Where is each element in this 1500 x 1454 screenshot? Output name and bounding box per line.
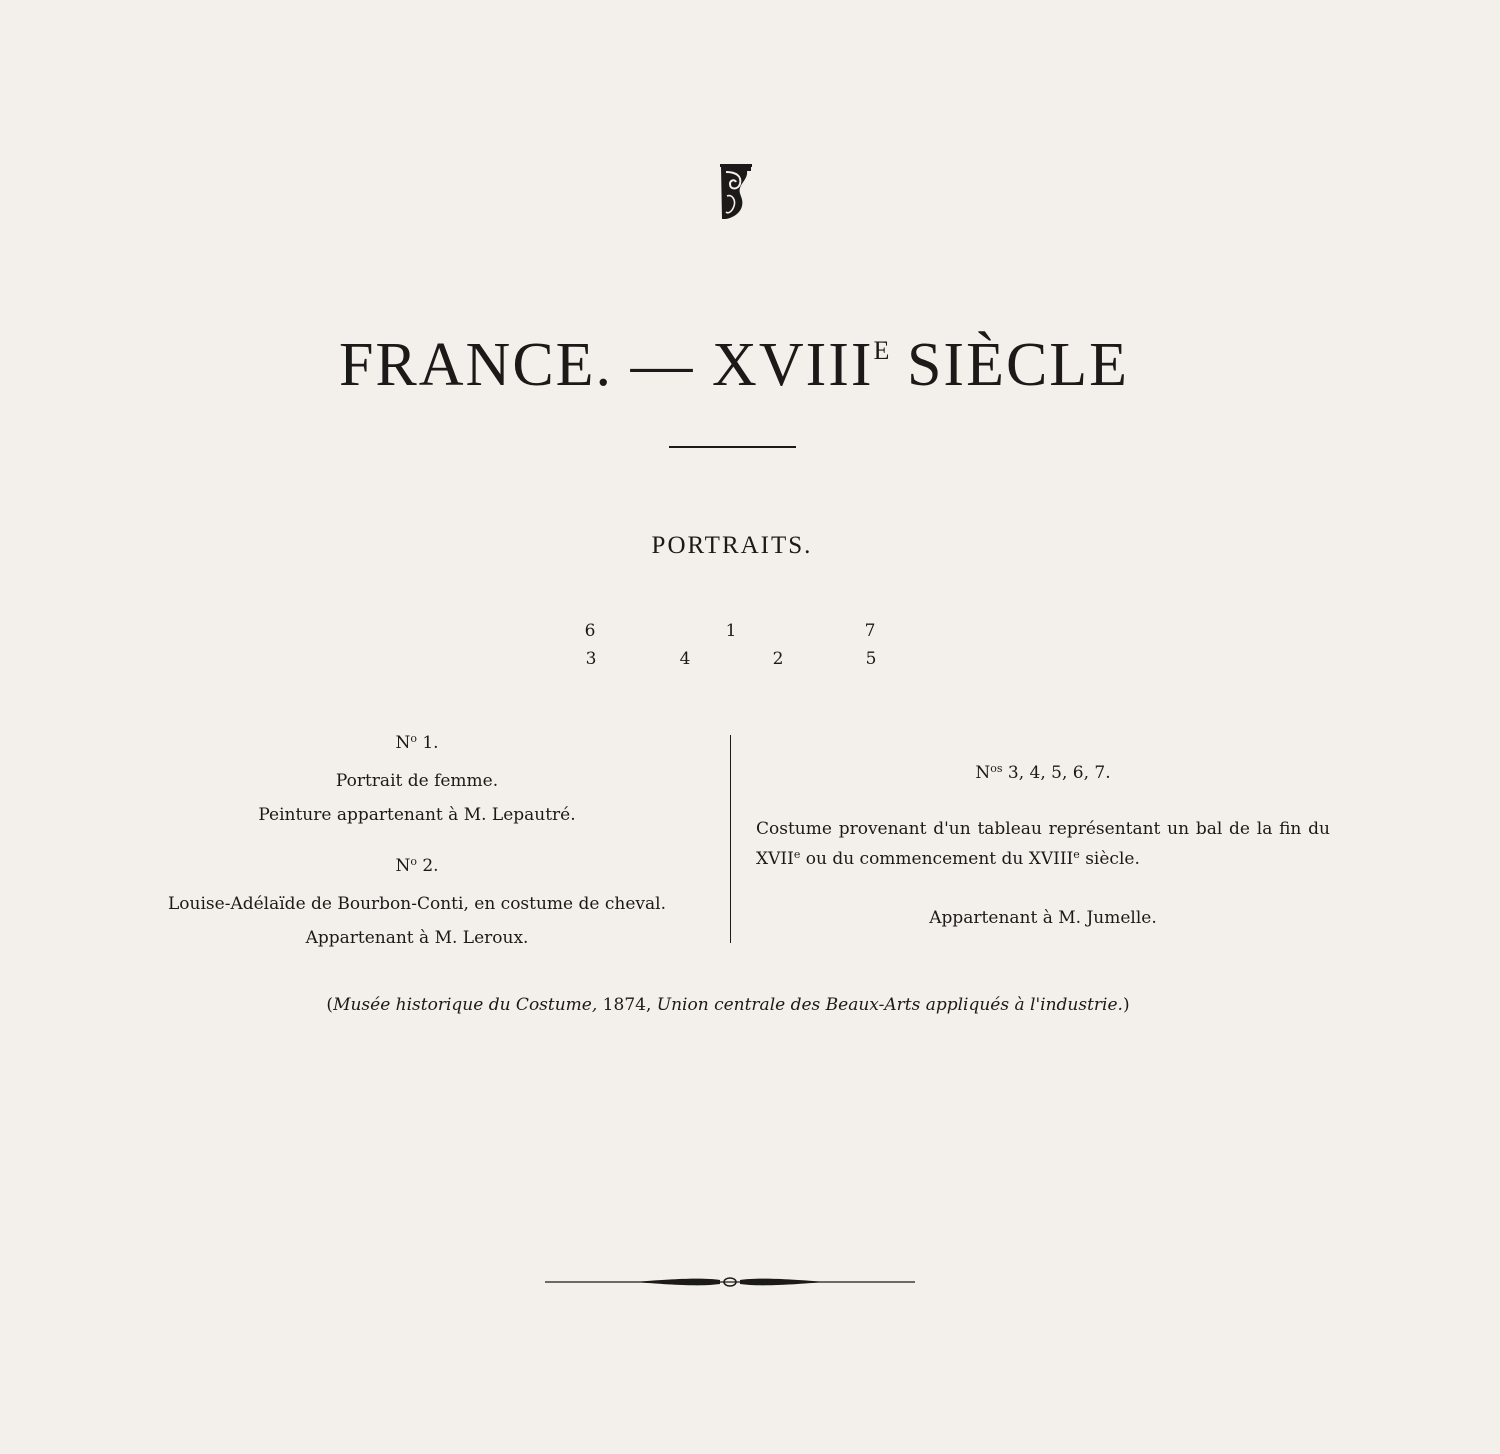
page-title: FRANCE. — $XVIII^E$ SIÈCLE [338, 331, 1130, 399]
entry-number: $N^o$ 1. [395, 732, 439, 753]
plate-number: 7 [864, 621, 876, 641]
plate-number: 2 [772, 649, 784, 669]
corbel-ornament-icon [718, 162, 754, 222]
entry-title: Portrait de femme. [335, 771, 499, 791]
plate-number: 6 [584, 621, 596, 641]
plate-number: 5 [865, 649, 877, 669]
entry-title: Louise-Adélaïde de Bourbon-Conti, en costume de cheval. [168, 894, 666, 914]
plate-number: 3 [585, 649, 597, 669]
entry-number: $N^o$ 2. [395, 855, 439, 876]
entry-number: $N^{os}$ 3, 4, 5, 6, 7. [975, 762, 1111, 783]
right-column [756, 756, 1330, 931]
plate-number: 1 [725, 621, 737, 641]
title-rule [669, 446, 796, 448]
plate-number: 4 [679, 649, 691, 669]
entry-owner: Appartenant à M. Leroux. [305, 928, 529, 948]
section-subtitle: PORTRAITS. [651, 532, 813, 559]
entry-owner: Appartenant à M. Jumelle. [929, 908, 1157, 928]
source-caption: (Musée historique du Costume, 1874, Union centrale des Beaux-Arts appliqués à l'industrie.) [326, 995, 1130, 1015]
tapered-rule-ornament-icon [545, 1272, 915, 1292]
column-divider [730, 735, 731, 943]
entry-description: Costume provenant d'un tableau représentant un bal de la fin du XVIIe ou du commencement du XVIIIe siècle. [756, 819, 1330, 869]
left-column [150, 728, 684, 949]
entry-owner: Peinture appartenant à M. Lepautré. [258, 805, 576, 825]
